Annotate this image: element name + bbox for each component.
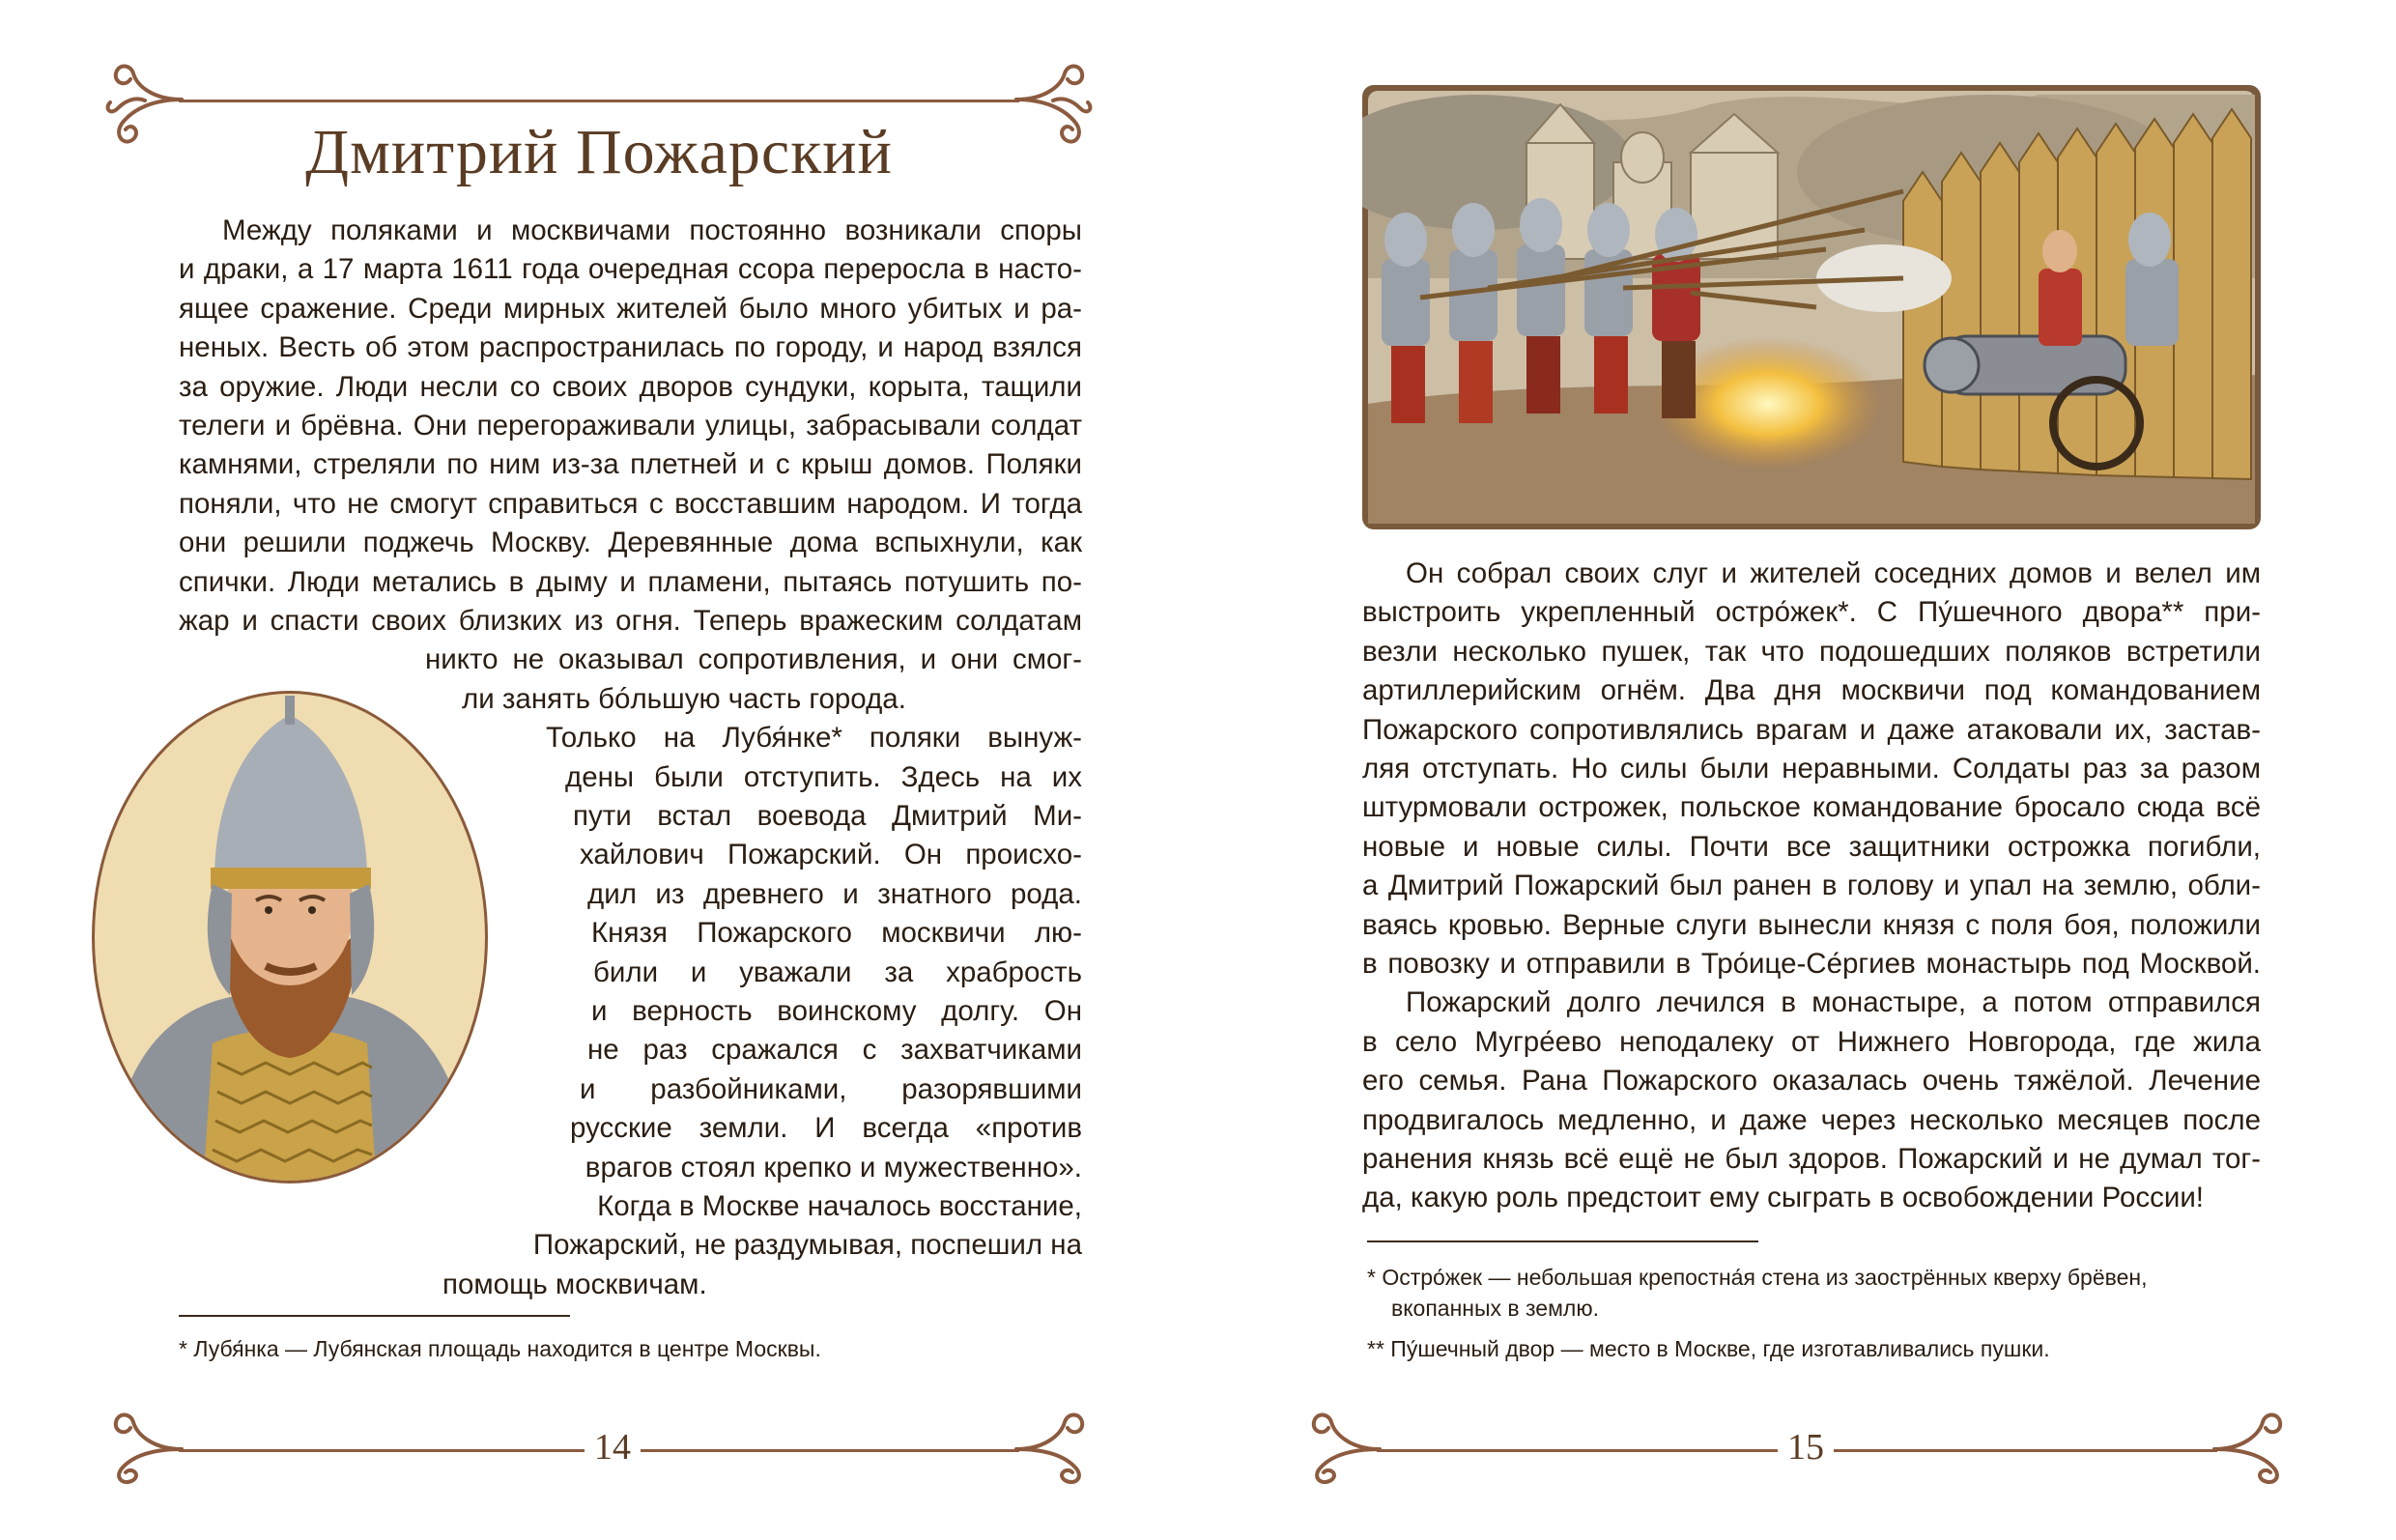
text-line: дены были отступить. Здесь на их	[565, 761, 1082, 793]
text-line: и драки, а 17 марта 1611 года очередная ссора переросла в насто-	[179, 253, 1082, 285]
text-line: пути встал воевода Дмитрий Ми-	[573, 800, 1082, 832]
scroll-ornament-icon	[1295, 1391, 1391, 1488]
scroll-ornament-icon	[97, 1391, 193, 1488]
text-line: поняли, что не смогут справиться с восставшим народом. И тогда	[179, 488, 1082, 520]
footnote: вкопанных в землю.	[1391, 1296, 1599, 1321]
text-line: били и уважали за храбрость	[593, 956, 1082, 988]
text-line: и верность воинскому долгу. Он	[591, 995, 1082, 1027]
text-line: они решили поджечь Москву. Деревянные дома вспыхнули, как	[179, 527, 1082, 558]
text-line: а Дмитрий Пожарский был ранен в голову и упал на землю, обли-	[1362, 870, 2261, 901]
text-line: помощь москвичам.	[442, 1269, 707, 1300]
text-line: спички. Люди метались в дыму и пламени, пытаясь потушить по-	[179, 566, 1082, 598]
text-line: никто не оказывал сопротивления, и они смог-	[425, 643, 1082, 675]
text-line: Князя Пожарского москвичи лю-	[591, 917, 1082, 949]
text-line: Пожарский, не раздумывая, поспешил на	[532, 1229, 1082, 1261]
text-line: Пожарского сопротивлялись врагам и даже атаковали их, застав-	[1362, 714, 2261, 746]
footnote: ** Пу́шечный двор — место в Москве, где изготавливались пушки.	[1367, 1336, 2050, 1361]
text-line: не раз сражался с захватчиками	[587, 1034, 1082, 1066]
text-line: ли занять бóльшую часть города.	[462, 683, 906, 715]
text-line: его семья. Рана Пожарского оказалась очень тяжёлой. Лечение	[1362, 1065, 2261, 1097]
text-line: в повозку и отправили в Тро́ице-Се́ргиев монастырь под Москвой.	[1362, 948, 2261, 980]
text-line: ранения князь всё ещё не был здоров. Пожарский и не думал тог-	[1362, 1143, 2261, 1175]
text-line: хайлович Пожарский. Он происхо-	[580, 839, 1082, 870]
scroll-ornament-icon	[2203, 1391, 2299, 1488]
text-line: в село Мугре́ево неподалеку от Нижнего Новгорода, где жила	[1362, 1026, 2261, 1058]
text-line: и разбойниками, разорявшими	[580, 1073, 1082, 1105]
text-line: штурмовали острожек, польское командование бросало сюда всё	[1362, 791, 2261, 823]
page-number: 14	[585, 1426, 641, 1469]
footnote-rule	[1367, 1241, 1758, 1242]
portrait-illustration	[87, 686, 493, 1188]
text-line: новые и новые силы. Почти все защитники острожка погибли,	[1362, 831, 2261, 863]
text-line: Между поляками и москвичами постоянно возникали споры	[222, 214, 1082, 246]
text-line: жар и спасти своих близких из огня. Теперь вражеским солдатам	[179, 605, 1082, 637]
page-title: Дмитрий Пожарский	[305, 117, 893, 187]
text-line: Когда в Москве началось восстание,	[597, 1190, 1082, 1222]
text-line: ваясь кровью. Верные слуги вынесли князя с поля боя, положили	[1362, 909, 2261, 941]
text-line: продвигалось медленно, и даже через несколько месяцев после	[1362, 1104, 2261, 1136]
text-line: врагов стоял крепко и мужественно».	[585, 1152, 1082, 1184]
text-line: ящее сражение. Среди мирных жителей было много убитых и ра-	[179, 293, 1082, 325]
text-line: Только на Лубя́нке* поляки вынуж-	[546, 722, 1082, 754]
top-frame-line	[179, 100, 1019, 102]
text-line: русские земли. И всегда «против	[570, 1112, 1082, 1144]
text-line: камнями, стреляли по ним из-за плетней и с крыш домов. Поляки	[179, 448, 1082, 480]
text-line: дил из древнего и знатного рода.	[587, 878, 1082, 910]
text-line: неных. Весть об этом распространилась по городу, и народ взялся	[179, 331, 1082, 363]
page-number: 15	[1778, 1426, 1834, 1469]
battle-illustration	[1362, 85, 2261, 529]
right-page	[1198, 0, 2396, 1540]
text-line: Он собрал своих слуг и жителей соседних домов и велел им	[1406, 557, 2261, 589]
text-line: ляя отступать. Но силы были неравными. Солдаты раз за разом	[1362, 753, 2261, 784]
text-line: выстроить укрепленный остро́жек*. С Пу́шечного двора** при-	[1362, 596, 2261, 628]
footnote: * Остро́жек — небольшая крепостна́я стена из заострённых кверху брёвен,	[1367, 1265, 2148, 1290]
scroll-ornament-icon	[1005, 1391, 1101, 1488]
text-line: Пожарский долго лечился в монастыре, а потом отправился	[1406, 986, 2261, 1018]
text-line: телеги и брёвна. Они перегораживали улицы, забрасывали солдат	[179, 410, 1082, 442]
text-line: за оружие. Люди несли со своих дворов сундуки, корыта, тащили	[179, 371, 1082, 403]
footnote-rule	[179, 1315, 570, 1317]
text-line: артиллерийским огнём. Два дня москвичи под командованием	[1362, 674, 2261, 706]
footnote: * Лубя́нка — Лубянская площадь находится в центре Москвы.	[179, 1336, 821, 1361]
text-line: везли несколько пушек, так что подошедших поляков встретили	[1362, 636, 2261, 668]
text-line: да, какую роль предстоит ему сыграть в освобождении России!	[1362, 1182, 2204, 1213]
